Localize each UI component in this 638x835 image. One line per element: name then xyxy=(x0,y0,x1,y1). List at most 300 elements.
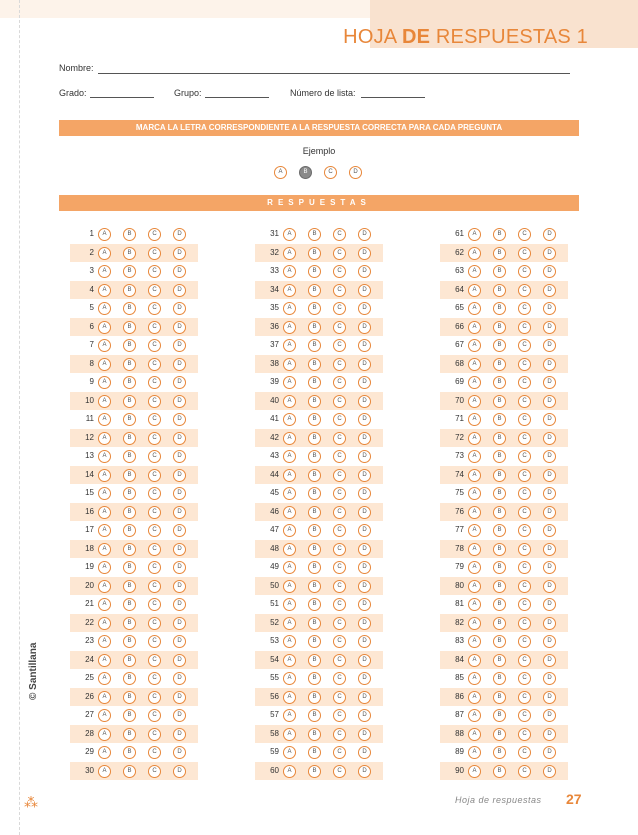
answer-bubble-62-c[interactable]: C xyxy=(518,247,531,260)
answer-bubble-42-c[interactable]: C xyxy=(333,432,346,445)
answer-bubble-70-c[interactable]: C xyxy=(518,395,531,408)
answer-bubble-22-d[interactable]: D xyxy=(173,617,186,630)
answer-bubble-44-d[interactable]: D xyxy=(358,469,371,482)
answer-bubble-37-d[interactable]: D xyxy=(358,339,371,352)
answer-bubble-18-d[interactable]: D xyxy=(173,543,186,556)
answer-bubble-77-b[interactable]: B xyxy=(493,524,506,537)
answer-bubble-61-b[interactable]: B xyxy=(493,228,506,241)
answer-bubble-8-a[interactable]: A xyxy=(98,358,111,371)
answer-bubble-35-d[interactable]: D xyxy=(358,302,371,315)
answer-bubble-43-d[interactable]: D xyxy=(358,450,371,463)
answer-bubble-76-d[interactable]: D xyxy=(543,506,556,519)
answer-bubble-40-a[interactable]: A xyxy=(283,395,296,408)
answer-bubble-15-d[interactable]: D xyxy=(173,487,186,500)
answer-bubble-4-d[interactable]: D xyxy=(173,284,186,297)
answer-bubble-71-b[interactable]: B xyxy=(493,413,506,426)
answer-bubble-8-d[interactable]: D xyxy=(173,358,186,371)
answer-bubble-55-a[interactable]: A xyxy=(283,672,296,685)
answer-bubble-14-c[interactable]: C xyxy=(148,469,161,482)
answer-bubble-90-d[interactable]: D xyxy=(543,765,556,778)
answer-bubble-34-c[interactable]: C xyxy=(333,284,346,297)
answer-bubble-70-b[interactable]: B xyxy=(493,395,506,408)
answer-bubble-46-a[interactable]: A xyxy=(283,506,296,519)
answer-bubble-27-a[interactable]: A xyxy=(98,709,111,722)
answer-bubble-2-d[interactable]: D xyxy=(173,247,186,260)
answer-bubble-58-d[interactable]: D xyxy=(358,728,371,741)
answer-bubble-3-d[interactable]: D xyxy=(173,265,186,278)
answer-bubble-48-c[interactable]: C xyxy=(333,543,346,556)
answer-bubble-60-c[interactable]: C xyxy=(333,765,346,778)
answer-bubble-21-d[interactable]: D xyxy=(173,598,186,611)
answer-bubble-50-b[interactable]: B xyxy=(308,580,321,593)
answer-bubble-36-b[interactable]: B xyxy=(308,321,321,334)
answer-bubble-67-c[interactable]: C xyxy=(518,339,531,352)
answer-bubble-31-a[interactable]: A xyxy=(283,228,296,241)
answer-bubble-31-b[interactable]: B xyxy=(308,228,321,241)
answer-bubble-23-c[interactable]: C xyxy=(148,635,161,648)
answer-bubble-65-c[interactable]: C xyxy=(518,302,531,315)
answer-bubble-51-a[interactable]: A xyxy=(283,598,296,611)
answer-bubble-79-d[interactable]: D xyxy=(543,561,556,574)
answer-bubble-4-a[interactable]: A xyxy=(98,284,111,297)
answer-bubble-45-a[interactable]: A xyxy=(283,487,296,500)
answer-bubble-24-b[interactable]: B xyxy=(123,654,136,667)
answer-bubble-74-d[interactable]: D xyxy=(543,469,556,482)
answer-bubble-47-a[interactable]: A xyxy=(283,524,296,537)
answer-bubble-87-c[interactable]: C xyxy=(518,709,531,722)
answer-bubble-79-a[interactable]: A xyxy=(468,561,481,574)
answer-bubble-43-b[interactable]: B xyxy=(308,450,321,463)
answer-bubble-56-d[interactable]: D xyxy=(358,691,371,704)
answer-bubble-44-b[interactable]: B xyxy=(308,469,321,482)
answer-bubble-12-b[interactable]: B xyxy=(123,432,136,445)
answer-bubble-80-b[interactable]: B xyxy=(493,580,506,593)
answer-bubble-29-a[interactable]: A xyxy=(98,746,111,759)
answer-bubble-71-c[interactable]: C xyxy=(518,413,531,426)
answer-bubble-84-b[interactable]: B xyxy=(493,654,506,667)
answer-bubble-67-a[interactable]: A xyxy=(468,339,481,352)
answer-bubble-26-a[interactable]: A xyxy=(98,691,111,704)
answer-bubble-88-a[interactable]: A xyxy=(468,728,481,741)
answer-bubble-81-b[interactable]: B xyxy=(493,598,506,611)
answer-bubble-89-a[interactable]: A xyxy=(468,746,481,759)
answer-bubble-75-a[interactable]: A xyxy=(468,487,481,500)
answer-bubble-14-b[interactable]: B xyxy=(123,469,136,482)
answer-bubble-10-c[interactable]: C xyxy=(148,395,161,408)
answer-bubble-66-d[interactable]: D xyxy=(543,321,556,334)
answer-bubble-52-b[interactable]: B xyxy=(308,617,321,630)
answer-bubble-29-c[interactable]: C xyxy=(148,746,161,759)
answer-bubble-62-a[interactable]: A xyxy=(468,247,481,260)
answer-bubble-74-b[interactable]: B xyxy=(493,469,506,482)
answer-bubble-44-a[interactable]: A xyxy=(283,469,296,482)
answer-bubble-74-a[interactable]: A xyxy=(468,469,481,482)
answer-bubble-62-b[interactable]: B xyxy=(493,247,506,260)
answer-bubble-53-c[interactable]: C xyxy=(333,635,346,648)
answer-bubble-82-c[interactable]: C xyxy=(518,617,531,630)
answer-bubble-78-c[interactable]: C xyxy=(518,543,531,556)
answer-bubble-89-d[interactable]: D xyxy=(543,746,556,759)
answer-bubble-3-a[interactable]: A xyxy=(98,265,111,278)
answer-bubble-28-c[interactable]: C xyxy=(148,728,161,741)
answer-bubble-39-a[interactable]: A xyxy=(283,376,296,389)
answer-bubble-86-d[interactable]: D xyxy=(543,691,556,704)
answer-bubble-72-d[interactable]: D xyxy=(543,432,556,445)
answer-bubble-37-c[interactable]: C xyxy=(333,339,346,352)
answer-bubble-2-b[interactable]: B xyxy=(123,247,136,260)
answer-bubble-39-d[interactable]: D xyxy=(358,376,371,389)
answer-bubble-68-d[interactable]: D xyxy=(543,358,556,371)
answer-bubble-73-d[interactable]: D xyxy=(543,450,556,463)
answer-bubble-81-d[interactable]: D xyxy=(543,598,556,611)
answer-bubble-63-c[interactable]: C xyxy=(518,265,531,278)
answer-bubble-26-d[interactable]: D xyxy=(173,691,186,704)
answer-bubble-83-d[interactable]: D xyxy=(543,635,556,648)
answer-bubble-30-b[interactable]: B xyxy=(123,765,136,778)
answer-bubble-24-d[interactable]: D xyxy=(173,654,186,667)
answer-bubble-66-a[interactable]: A xyxy=(468,321,481,334)
answer-bubble-53-b[interactable]: B xyxy=(308,635,321,648)
answer-bubble-38-b[interactable]: B xyxy=(308,358,321,371)
answer-bubble-32-c[interactable]: C xyxy=(333,247,346,260)
answer-bubble-9-c[interactable]: C xyxy=(148,376,161,389)
answer-bubble-79-c[interactable]: C xyxy=(518,561,531,574)
answer-bubble-46-d[interactable]: D xyxy=(358,506,371,519)
answer-bubble-56-c[interactable]: C xyxy=(333,691,346,704)
answer-bubble-19-d[interactable]: D xyxy=(173,561,186,574)
answer-bubble-90-a[interactable]: A xyxy=(468,765,481,778)
answer-bubble-5-c[interactable]: C xyxy=(148,302,161,315)
answer-bubble-87-a[interactable]: A xyxy=(468,709,481,722)
answer-bubble-49-b[interactable]: B xyxy=(308,561,321,574)
answer-bubble-16-b[interactable]: B xyxy=(123,506,136,519)
answer-bubble-34-a[interactable]: A xyxy=(283,284,296,297)
answer-bubble-60-d[interactable]: D xyxy=(358,765,371,778)
answer-bubble-65-d[interactable]: D xyxy=(543,302,556,315)
answer-bubble-26-b[interactable]: B xyxy=(123,691,136,704)
answer-bubble-19-b[interactable]: B xyxy=(123,561,136,574)
answer-bubble-41-b[interactable]: B xyxy=(308,413,321,426)
answer-bubble-5-b[interactable]: B xyxy=(123,302,136,315)
answer-bubble-5-a[interactable]: A xyxy=(98,302,111,315)
answer-bubble-50-d[interactable]: D xyxy=(358,580,371,593)
answer-bubble-76-b[interactable]: B xyxy=(493,506,506,519)
answer-bubble-77-a[interactable]: A xyxy=(468,524,481,537)
answer-bubble-32-b[interactable]: B xyxy=(308,247,321,260)
answer-bubble-52-a[interactable]: A xyxy=(283,617,296,630)
answer-bubble-56-b[interactable]: B xyxy=(308,691,321,704)
answer-bubble-68-c[interactable]: C xyxy=(518,358,531,371)
answer-bubble-25-b[interactable]: B xyxy=(123,672,136,685)
answer-bubble-72-b[interactable]: B xyxy=(493,432,506,445)
answer-bubble-1-c[interactable]: C xyxy=(148,228,161,241)
answer-bubble-25-d[interactable]: D xyxy=(173,672,186,685)
answer-bubble-34-d[interactable]: D xyxy=(358,284,371,297)
answer-bubble-30-a[interactable]: A xyxy=(98,765,111,778)
answer-bubble-4-b[interactable]: B xyxy=(123,284,136,297)
answer-bubble-74-c[interactable]: C xyxy=(518,469,531,482)
answer-bubble-3-b[interactable]: B xyxy=(123,265,136,278)
answer-bubble-86-c[interactable]: C xyxy=(518,691,531,704)
answer-bubble-9-b[interactable]: B xyxy=(123,376,136,389)
answer-bubble-84-d[interactable]: D xyxy=(543,654,556,667)
answer-bubble-7-d[interactable]: D xyxy=(173,339,186,352)
answer-bubble-17-b[interactable]: B xyxy=(123,524,136,537)
answer-bubble-38-d[interactable]: D xyxy=(358,358,371,371)
answer-bubble-55-b[interactable]: B xyxy=(308,672,321,685)
answer-bubble-48-b[interactable]: B xyxy=(308,543,321,556)
answer-bubble-52-d[interactable]: D xyxy=(358,617,371,630)
answer-bubble-48-a[interactable]: A xyxy=(283,543,296,556)
answer-bubble-57-c[interactable]: C xyxy=(333,709,346,722)
answer-bubble-36-a[interactable]: A xyxy=(283,321,296,334)
answer-bubble-90-c[interactable]: C xyxy=(518,765,531,778)
answer-bubble-11-c[interactable]: C xyxy=(148,413,161,426)
answer-bubble-29-b[interactable]: B xyxy=(123,746,136,759)
answer-bubble-81-a[interactable]: A xyxy=(468,598,481,611)
answer-bubble-45-b[interactable]: B xyxy=(308,487,321,500)
answer-bubble-9-a[interactable]: A xyxy=(98,376,111,389)
answer-bubble-83-a[interactable]: A xyxy=(468,635,481,648)
answer-bubble-13-c[interactable]: C xyxy=(148,450,161,463)
answer-bubble-22-c[interactable]: C xyxy=(148,617,161,630)
answer-bubble-83-b[interactable]: B xyxy=(493,635,506,648)
answer-bubble-39-c[interactable]: C xyxy=(333,376,346,389)
answer-bubble-45-c[interactable]: C xyxy=(333,487,346,500)
answer-bubble-51-d[interactable]: D xyxy=(358,598,371,611)
answer-bubble-21-c[interactable]: C xyxy=(148,598,161,611)
answer-bubble-64-c[interactable]: C xyxy=(518,284,531,297)
answer-bubble-82-a[interactable]: A xyxy=(468,617,481,630)
answer-bubble-43-c[interactable]: C xyxy=(333,450,346,463)
answer-bubble-46-b[interactable]: B xyxy=(308,506,321,519)
answer-bubble-15-a[interactable]: A xyxy=(98,487,111,500)
answer-bubble-35-b[interactable]: B xyxy=(308,302,321,315)
answer-bubble-69-d[interactable]: D xyxy=(543,376,556,389)
answer-bubble-16-d[interactable]: D xyxy=(173,506,186,519)
answer-bubble-31-c[interactable]: C xyxy=(333,228,346,241)
answer-bubble-55-c[interactable]: C xyxy=(333,672,346,685)
answer-bubble-30-c[interactable]: C xyxy=(148,765,161,778)
answer-bubble-10-b[interactable]: B xyxy=(123,395,136,408)
answer-bubble-63-d[interactable]: D xyxy=(543,265,556,278)
answer-bubble-70-d[interactable]: D xyxy=(543,395,556,408)
answer-bubble-12-a[interactable]: A xyxy=(98,432,111,445)
answer-bubble-58-b[interactable]: B xyxy=(308,728,321,741)
answer-bubble-13-d[interactable]: D xyxy=(173,450,186,463)
answer-bubble-60-b[interactable]: B xyxy=(308,765,321,778)
answer-bubble-90-b[interactable]: B xyxy=(493,765,506,778)
answer-bubble-18-b[interactable]: B xyxy=(123,543,136,556)
answer-bubble-18-a[interactable]: A xyxy=(98,543,111,556)
answer-bubble-67-b[interactable]: B xyxy=(493,339,506,352)
answer-bubble-14-a[interactable]: A xyxy=(98,469,111,482)
answer-bubble-17-a[interactable]: A xyxy=(98,524,111,537)
answer-bubble-20-a[interactable]: A xyxy=(98,580,111,593)
answer-bubble-59-c[interactable]: C xyxy=(333,746,346,759)
answer-bubble-62-d[interactable]: D xyxy=(543,247,556,260)
answer-bubble-88-b[interactable]: B xyxy=(493,728,506,741)
answer-bubble-57-d[interactable]: D xyxy=(358,709,371,722)
answer-bubble-33-d[interactable]: D xyxy=(358,265,371,278)
answer-bubble-50-c[interactable]: C xyxy=(333,580,346,593)
answer-bubble-15-b[interactable]: B xyxy=(123,487,136,500)
answer-bubble-21-a[interactable]: A xyxy=(98,598,111,611)
answer-bubble-88-d[interactable]: D xyxy=(543,728,556,741)
answer-bubble-85-d[interactable]: D xyxy=(543,672,556,685)
answer-bubble-66-b[interactable]: B xyxy=(493,321,506,334)
answer-bubble-75-b[interactable]: B xyxy=(493,487,506,500)
answer-bubble-49-a[interactable]: A xyxy=(283,561,296,574)
answer-bubble-31-d[interactable]: D xyxy=(358,228,371,241)
answer-bubble-40-d[interactable]: D xyxy=(358,395,371,408)
answer-bubble-72-c[interactable]: C xyxy=(518,432,531,445)
answer-bubble-28-b[interactable]: B xyxy=(123,728,136,741)
answer-bubble-80-c[interactable]: C xyxy=(518,580,531,593)
answer-bubble-37-b[interactable]: B xyxy=(308,339,321,352)
answer-bubble-85-c[interactable]: C xyxy=(518,672,531,685)
answer-bubble-85-a[interactable]: A xyxy=(468,672,481,685)
answer-bubble-27-d[interactable]: D xyxy=(173,709,186,722)
answer-bubble-17-c[interactable]: C xyxy=(148,524,161,537)
answer-bubble-11-d[interactable]: D xyxy=(173,413,186,426)
answer-bubble-12-d[interactable]: D xyxy=(173,432,186,445)
answer-bubble-82-b[interactable]: B xyxy=(493,617,506,630)
answer-bubble-53-d[interactable]: D xyxy=(358,635,371,648)
answer-bubble-38-a[interactable]: A xyxy=(283,358,296,371)
answer-bubble-12-c[interactable]: C xyxy=(148,432,161,445)
answer-bubble-68-b[interactable]: B xyxy=(493,358,506,371)
answer-bubble-6-d[interactable]: D xyxy=(173,321,186,334)
answer-bubble-71-d[interactable]: D xyxy=(543,413,556,426)
answer-bubble-11-a[interactable]: A xyxy=(98,413,111,426)
answer-bubble-61-a[interactable]: A xyxy=(468,228,481,241)
answer-bubble-36-c[interactable]: C xyxy=(333,321,346,334)
answer-bubble-65-b[interactable]: B xyxy=(493,302,506,315)
answer-bubble-7-c[interactable]: C xyxy=(148,339,161,352)
answer-bubble-33-c[interactable]: C xyxy=(333,265,346,278)
answer-bubble-57-a[interactable]: A xyxy=(283,709,296,722)
answer-bubble-17-d[interactable]: D xyxy=(173,524,186,537)
answer-bubble-13-a[interactable]: A xyxy=(98,450,111,463)
answer-bubble-86-b[interactable]: B xyxy=(493,691,506,704)
answer-bubble-49-c[interactable]: C xyxy=(333,561,346,574)
answer-bubble-3-c[interactable]: C xyxy=(148,265,161,278)
answer-bubble-64-d[interactable]: D xyxy=(543,284,556,297)
answer-bubble-41-d[interactable]: D xyxy=(358,413,371,426)
answer-bubble-26-c[interactable]: C xyxy=(148,691,161,704)
answer-bubble-18-c[interactable]: C xyxy=(148,543,161,556)
answer-bubble-29-d[interactable]: D xyxy=(173,746,186,759)
answer-bubble-1-a[interactable]: A xyxy=(98,228,111,241)
answer-bubble-30-d[interactable]: D xyxy=(173,765,186,778)
answer-bubble-33-b[interactable]: B xyxy=(308,265,321,278)
answer-bubble-88-c[interactable]: C xyxy=(518,728,531,741)
answer-bubble-69-b[interactable]: B xyxy=(493,376,506,389)
answer-bubble-13-b[interactable]: B xyxy=(123,450,136,463)
answer-bubble-53-a[interactable]: A xyxy=(283,635,296,648)
answer-bubble-83-c[interactable]: C xyxy=(518,635,531,648)
answer-bubble-84-a[interactable]: A xyxy=(468,654,481,667)
answer-bubble-61-d[interactable]: D xyxy=(543,228,556,241)
answer-bubble-82-d[interactable]: D xyxy=(543,617,556,630)
answer-bubble-35-a[interactable]: A xyxy=(283,302,296,315)
answer-bubble-64-a[interactable]: A xyxy=(468,284,481,297)
answer-bubble-6-a[interactable]: A xyxy=(98,321,111,334)
answer-bubble-56-a[interactable]: A xyxy=(283,691,296,704)
answer-bubble-68-a[interactable]: A xyxy=(468,358,481,371)
answer-bubble-54-d[interactable]: D xyxy=(358,654,371,667)
answer-bubble-23-b[interactable]: B xyxy=(123,635,136,648)
answer-bubble-65-a[interactable]: A xyxy=(468,302,481,315)
answer-bubble-75-c[interactable]: C xyxy=(518,487,531,500)
answer-bubble-78-b[interactable]: B xyxy=(493,543,506,556)
answer-bubble-36-d[interactable]: D xyxy=(358,321,371,334)
answer-bubble-49-d[interactable]: D xyxy=(358,561,371,574)
answer-bubble-85-b[interactable]: B xyxy=(493,672,506,685)
answer-bubble-54-c[interactable]: C xyxy=(333,654,346,667)
answer-bubble-64-b[interactable]: B xyxy=(493,284,506,297)
answer-bubble-9-d[interactable]: D xyxy=(173,376,186,389)
name-field[interactable] xyxy=(98,73,570,74)
answer-bubble-76-c[interactable]: C xyxy=(518,506,531,519)
answer-bubble-42-d[interactable]: D xyxy=(358,432,371,445)
answer-bubble-61-c[interactable]: C xyxy=(518,228,531,241)
answer-bubble-38-c[interactable]: C xyxy=(333,358,346,371)
answer-bubble-41-a[interactable]: A xyxy=(283,413,296,426)
answer-bubble-27-c[interactable]: C xyxy=(148,709,161,722)
answer-bubble-58-a[interactable]: A xyxy=(283,728,296,741)
answer-bubble-25-c[interactable]: C xyxy=(148,672,161,685)
answer-bubble-59-a[interactable]: A xyxy=(283,746,296,759)
answer-bubble-50-a[interactable]: A xyxy=(283,580,296,593)
answer-bubble-75-d[interactable]: D xyxy=(543,487,556,500)
answer-bubble-7-a[interactable]: A xyxy=(98,339,111,352)
answer-bubble-42-b[interactable]: B xyxy=(308,432,321,445)
answer-bubble-16-c[interactable]: C xyxy=(148,506,161,519)
answer-bubble-57-b[interactable]: B xyxy=(308,709,321,722)
answer-bubble-21-b[interactable]: B xyxy=(123,598,136,611)
answer-bubble-10-a[interactable]: A xyxy=(98,395,111,408)
answer-bubble-40-c[interactable]: C xyxy=(333,395,346,408)
answer-bubble-10-d[interactable]: D xyxy=(173,395,186,408)
answer-bubble-60-a[interactable]: A xyxy=(283,765,296,778)
answer-bubble-77-c[interactable]: C xyxy=(518,524,531,537)
answer-bubble-20-d[interactable]: D xyxy=(173,580,186,593)
answer-bubble-54-b[interactable]: B xyxy=(308,654,321,667)
answer-bubble-47-b[interactable]: B xyxy=(308,524,321,537)
answer-bubble-59-d[interactable]: D xyxy=(358,746,371,759)
answer-bubble-8-c[interactable]: C xyxy=(148,358,161,371)
answer-bubble-87-b[interactable]: B xyxy=(493,709,506,722)
answer-bubble-71-a[interactable]: A xyxy=(468,413,481,426)
answer-bubble-80-a[interactable]: A xyxy=(468,580,481,593)
answer-bubble-24-a[interactable]: A xyxy=(98,654,111,667)
answer-bubble-69-c[interactable]: C xyxy=(518,376,531,389)
answer-bubble-67-d[interactable]: D xyxy=(543,339,556,352)
answer-bubble-54-a[interactable]: A xyxy=(283,654,296,667)
answer-bubble-15-c[interactable]: C xyxy=(148,487,161,500)
list-number-field[interactable] xyxy=(361,97,425,98)
answer-bubble-1-d[interactable]: D xyxy=(173,228,186,241)
answer-bubble-7-b[interactable]: B xyxy=(123,339,136,352)
answer-bubble-47-c[interactable]: C xyxy=(333,524,346,537)
answer-bubble-78-d[interactable]: D xyxy=(543,543,556,556)
answer-bubble-14-d[interactable]: D xyxy=(173,469,186,482)
answer-bubble-27-b[interactable]: B xyxy=(123,709,136,722)
answer-bubble-25-a[interactable]: A xyxy=(98,672,111,685)
answer-bubble-73-a[interactable]: A xyxy=(468,450,481,463)
